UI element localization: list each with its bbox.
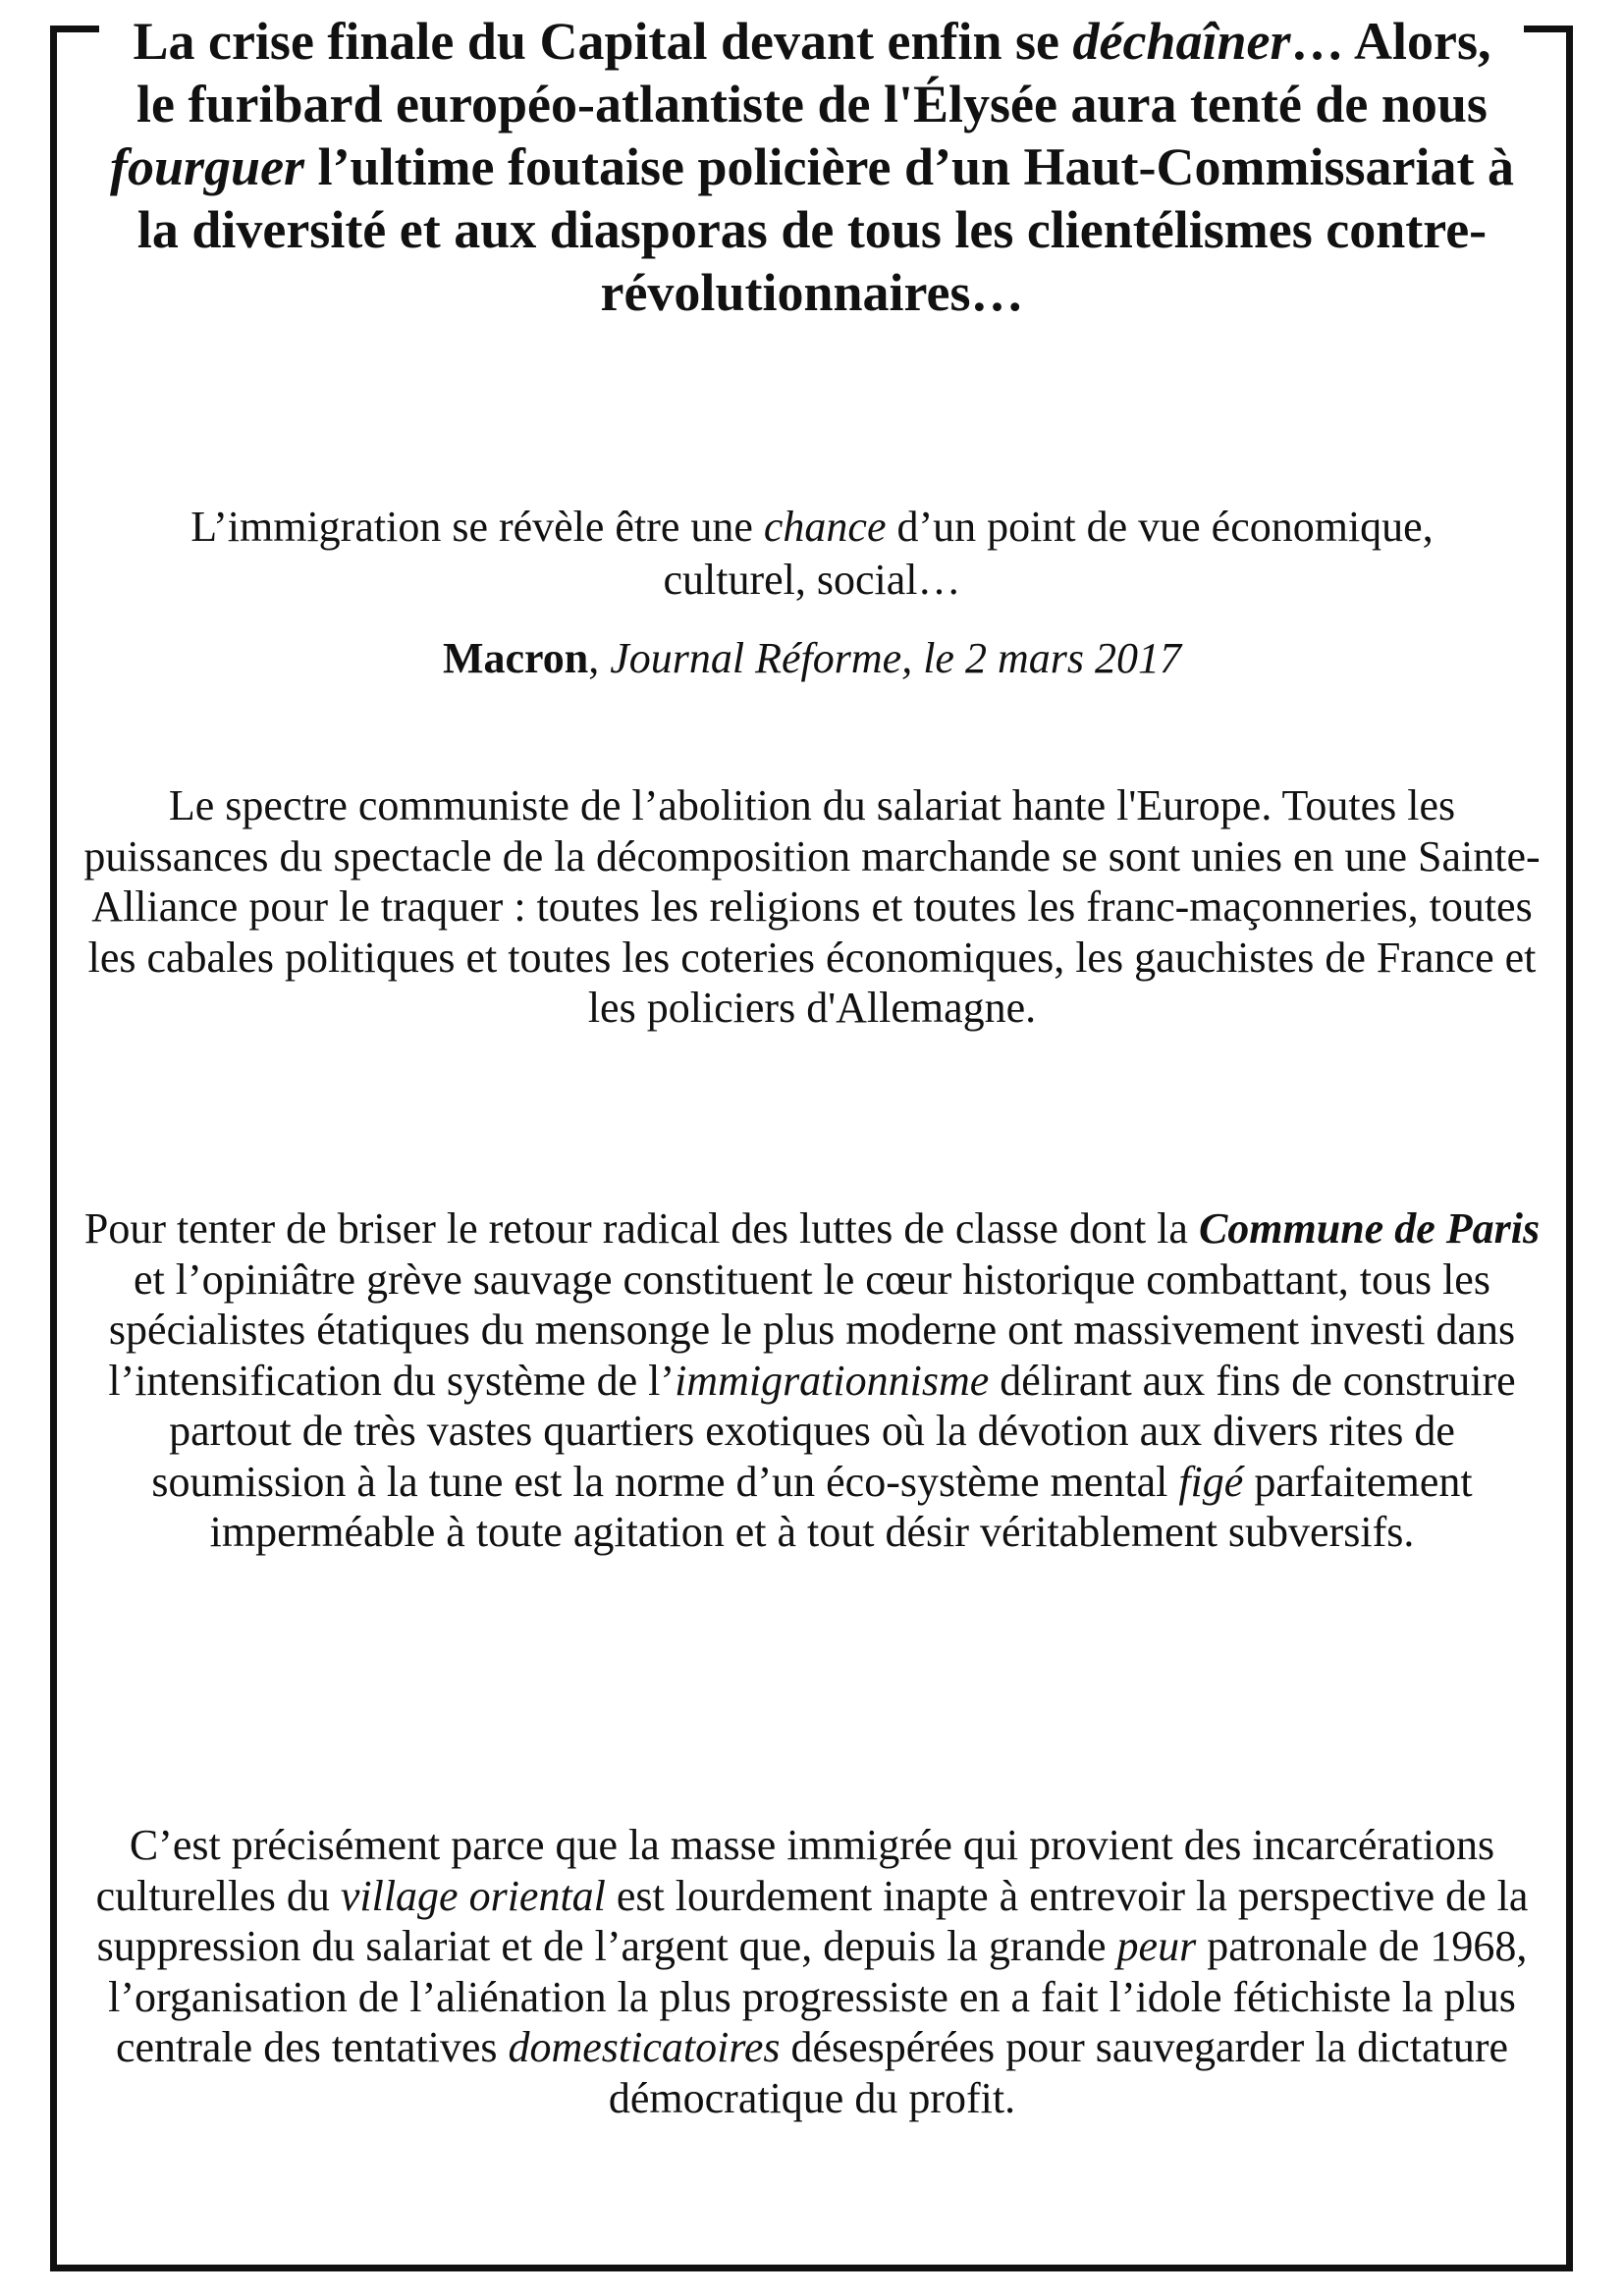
paragraph-3-emphasis-2: peur	[1116, 1922, 1197, 1970]
title-part-3: l’ultime foutaise policière d’un Haut-Commissariat à la diversité et aux diasporas de tous les clientélismes contre-révolutionnaires…	[136, 137, 1514, 322]
paragraph-1: Le spectre communiste de l’abolition du salariat hante l'Europe. Toutes les puissances du spectacle de la décomposition marchande se sont unies en une Sainte-Alliance pour le traquer : toutes les religions et toutes les franc-maçonneries, toutes les cabales politiques et toutes les coteries économiques, les gauchistes de France et les policiers d'Allemagne.	[83, 781, 1541, 1032]
epigraph-source: Journal Réforme, le 2 mars 2017	[610, 634, 1181, 682]
epigraph	[147, 501, 1477, 685]
title-emphasis-2: fourguer	[110, 137, 305, 196]
epigraph-separator: ,	[588, 634, 611, 682]
paragraph-2-emphasis-1: immigrationnisme	[675, 1356, 990, 1405]
epigraph-quote-part-2: d’un point de vue économique, culturel, social…	[663, 503, 1434, 604]
paragraph-2-commune: Commune de Paris	[1198, 1204, 1541, 1253]
paragraph-2-part-d: parfaitement imperméable à toute agitation et à tout désir véritablement subversifs.	[209, 1457, 1473, 1556]
paragraph-3-part-b: est lourdement inapte à entrevoir la perspective de la suppression du salariat et de l’argent que, depuis la grande	[96, 1871, 1529, 1970]
paragraph-2-part-c: délirant aux fins de construire partout de très vastes quartiers exotiques où la dévotion aux divers rites de soumission à la tune est la norme d’un éco-système mental	[151, 1356, 1516, 1506]
paragraph-3-emphasis-3: domesticatoires	[508, 2023, 781, 2071]
epigraph-quote-emphasis: chance	[763, 503, 887, 551]
epigraph-attribution	[147, 632, 1477, 685]
paragraph-2-part-a: Pour tenter de briser le retour radical des luttes de classe dont la	[83, 1204, 1199, 1253]
paragraph-3-part-c: patronale de 1968, l’organisation de l’aliénation la plus progressiste en a fait l’idole fétichiste la plus centrale des tentatives	[108, 1922, 1528, 2071]
paragraph-3-part-a: C’est précisément parce que la masse immigrée qui provient des incarcérations culturelles du	[95, 1821, 1495, 1920]
page-frame-right	[1566, 26, 1573, 2271]
page-frame-bottom	[50, 2265, 1573, 2271]
paragraph-2-emphasis-2: figé	[1178, 1457, 1244, 1506]
epigraph-quote	[147, 501, 1477, 607]
paragraph-3	[79, 1820, 1545, 2123]
page-frame-left	[50, 26, 57, 2271]
paragraph-3-part-d: désespérées pour sauvegarder la dictature démocratique du profit.	[608, 2023, 1509, 2122]
page-frame-corner-left	[50, 26, 99, 32]
epigraph-author: Macron	[443, 634, 589, 682]
page-frame-corner-right	[1524, 26, 1573, 32]
title-emphasis-1: déchaîner	[1072, 12, 1291, 71]
epigraph-quote-part-1: L’immigration se révèle être une	[190, 503, 764, 551]
paragraph-3-emphasis-1: village oriental	[340, 1871, 606, 1920]
paragraph-2	[79, 1203, 1545, 1558]
paragraph-2-part-b: et l’opiniâtre grève sauvage constituent le cœur historique combattant, tous les spécialistes étatiques du mensonge le plus moderne ont massivement investi dans l’intensification du système de l’	[108, 1255, 1516, 1405]
title-part-1: La crise finale du Capital devant enfin se	[133, 12, 1073, 71]
title-part-2: … Alors, le furibard européo-atlantiste de l'Élysée aura tenté de nous	[136, 12, 1491, 133]
page-title	[108, 10, 1516, 324]
